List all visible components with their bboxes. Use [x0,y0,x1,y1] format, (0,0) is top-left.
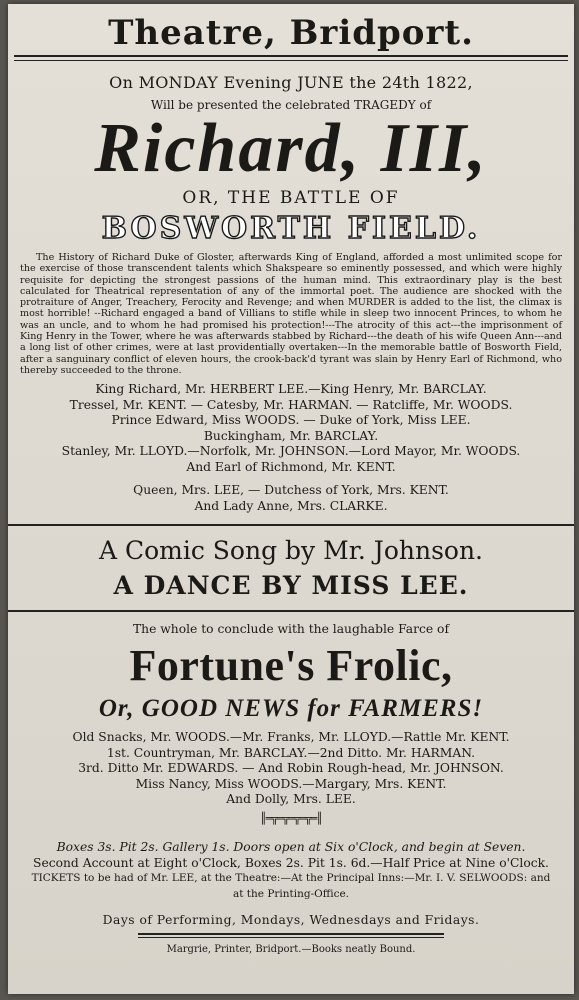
title-rule-thick [14,55,568,57]
cast-line: And Dolly, Mrs. LEE. [226,792,356,807]
title-rule-thin [14,60,568,61]
tickets-line: TICKETS to be had of Mr. LEE, at the Theatre:—At the Principal Inns:—Mr. I. V. SELWOODS: and [31,872,551,885]
cast-line: 3rd. Ditto Mr. EDWARDS. — And Robin Rough-head, Mr. JOHNSON. [78,761,504,776]
admission-info [8,840,574,903]
play-subtitle-big: BOSWORTH FIELD. [101,211,481,246]
prices-line: Boxes 3s. Pit 2s. Gallery 1s. Doors open at Six o'Clock, and begin at Seven. [56,839,526,854]
theatre-title: Theatre, Bridport. [108,13,474,53]
dance-line: A DANCE BY MISS LEE. [113,571,469,601]
cast-line: 1st. Countryman, Mr. BARCLAY.—2nd Ditto. Mr. HARMAN. [106,745,476,760]
playbill [8,4,574,994]
play-title: Richard, III, [94,110,488,187]
farce-title: Fortune's Frolic, [129,641,453,691]
cast-line: And Earl of Richmond, Mr. KENT. [186,459,396,474]
cast-line: King Richard, Mr. HERBERT LEE.—King Henry, Mr. BARCLAY. [95,382,487,397]
performance-date: On MONDAY Evening JUNE the 24th 1822, [109,73,473,92]
footer-rule-thin [138,937,444,938]
farce-intro: The whole to conclude with the laughable Farce of [132,622,450,637]
cast-line: Prince Edward, Miss WOODS. — Duke of York, Miss LEE. [111,413,471,428]
ornament-divider: ║═╦═╦═╦═╦═║ [260,811,322,825]
cast-line: Stanley, Mr. LLOYD.—Norfolk, Mr. JOHNSON.—Lord Mayor, Mr. WOODS. [61,444,521,459]
second-account-line: Second Account at Eight o'Clock, Boxes 2s. Pit 1s. 6d.—Half Price at Nine o'Clock. [33,855,549,870]
cast-line: Miss Nancy, Miss WOODS.—Margary, Mrs. KENT. [135,776,447,791]
section-divider [8,524,574,526]
footer-rule [138,933,444,935]
section-divider [8,610,574,612]
cast-line: And Lady Anne, Mrs. CLARKE. [194,498,388,513]
cast-line: Queen, Mrs. LEE, — Dutchess of York, Mrs. KENT. [133,483,449,498]
printer-line: Margrie, Printer, Bridport.—Books neatly Bound. [166,943,416,955]
presented-line: Will be presented the celebrated TRAGEDY of [150,98,432,112]
cast-line: Old Snacks, Mr. WOODS.—Mr. Franks, Mr. LLOYD.—Rattle Mr. KENT. [72,730,510,745]
play-cast [8,382,574,514]
farce-cast [8,730,574,808]
performing-days: Days of Performing, Mondays, Wednesdays and Fridays. [102,912,480,927]
play-subtitle: OR, THE BATTLE OF [182,188,400,208]
cast-line: Tressel, Mr. KENT. — Catesby, Mr. HARMAN. — Ratcliffe, Mr. WOODS. [69,397,513,412]
comic-song: A Comic Song by Mr. Johnson. [98,536,484,566]
farce-subtitle: Or, GOOD NEWS for FARMERS! [98,695,484,723]
tickets-line-2: at the Printing-Office. [232,888,350,901]
play-description: The History of Richard Duke of Gloster, afterwards King of England, afforded a most unlimited scope for the exercise of those transcendent talents which Shakspeare so eminently possessed, and which were highly requisite for depicting the strongest passions of the human mind. This extraordinary play is the best calculated for Theatrical representation of any of the immortal poet. The audience are shocked with the protraiture of Anger, Treachery, Ferocity and Revenge; and when MURDER is added to the list, the climax is most horrible! --Richard engaged a band of Villians to stifle while in sleep two innocent Princes, to whom he was an uncle, and to whom he had promised his protection!---The atrocity of this act---the imprisonment of King Henry in the Tower, where he was afterwards stabbed by Richard---the death of his wife Queen Ann---and a long list of other crimes, were at last providentially overtaken---In the memorable battle of Bosworth Field, after a sanguinary conflict of eleven hours, the crook-back'd tyrant was slain by Henry Earl of Richmond, who thereby succeeded to the throne. [20,252,562,376]
cast-line: Buckingham, Mr. BARCLAY. [203,428,379,443]
